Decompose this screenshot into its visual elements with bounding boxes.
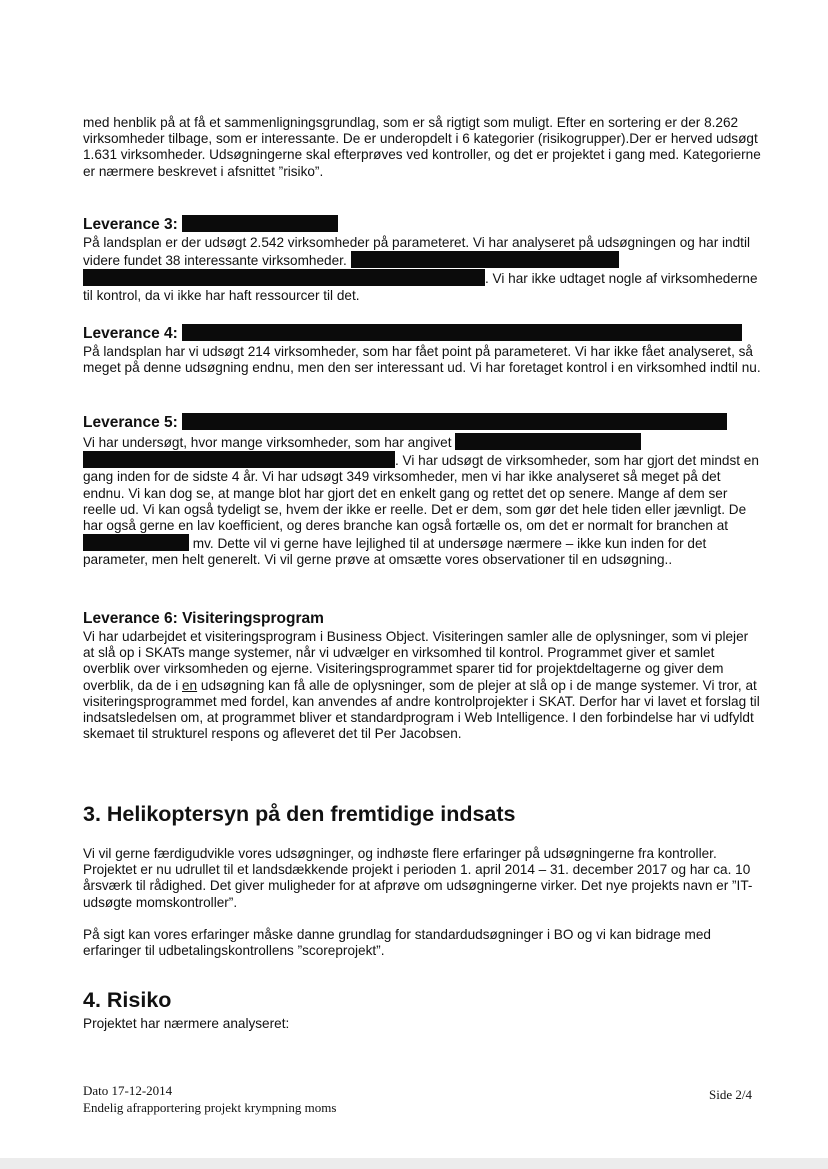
redaction-block: [455, 433, 641, 450]
section-4-paragraph-1: Projektet har nærmere analyseret:: [83, 1016, 290, 1031]
leverance-4-heading: Leverance 4:: [83, 324, 763, 343]
footer-left: [83, 1082, 336, 1116]
scan-edge: [0, 1158, 828, 1169]
intro-block: [83, 115, 763, 180]
leverance-3-heading: Leverance 3:: [83, 215, 763, 234]
redaction-block: [83, 269, 485, 286]
section-4: [83, 987, 763, 1013]
redaction-block: [83, 451, 395, 468]
footer-date: Dato 17-12-2014: [83, 1083, 173, 1098]
redaction-block: [182, 324, 742, 341]
redaction-block: [351, 251, 619, 268]
footer-page-number: Side 2/4: [709, 1087, 752, 1102]
section-4-title: 4. Risiko: [83, 988, 172, 1012]
redaction-block: [182, 215, 338, 232]
leverance-4: [83, 324, 763, 376]
leverance-3: [83, 215, 763, 304]
leverance-5-heading: Leverance 5:: [83, 413, 763, 432]
leverance-6: [83, 610, 763, 742]
leverance-5: [83, 413, 763, 569]
section-3-paragraph-2: På sigt kan vores erfaringer måske danne grundlag for standardudsøgninger i BO og vi kan bidrage med erfaringer til udbetalingskontrollens ”scoreprojekt”.: [83, 926, 711, 959]
section-3-title: 3. Helikoptersyn på den fremtidige indsats: [83, 802, 516, 826]
section-3-body: [83, 846, 763, 959]
leverance-6-text: Vi har udarbejdet et visiteringsprogram i Business Object. Visiteringen samler alle de oplysninger, som vi plejer at slå op i SKATs mange systemer, når vi udvælger en virksomhed til kontrol. Programmet giver et samlet overblik over virksomheden og ejerne. Visiteringsprogrammet sparer tid for projektdeltagerne og giver dem overblik, da de i en udsøgning kan få alle de oplysninger, som de plejer at slå op i de mange systemer. Vi tror, at visiteringsprogrammet med fordel, kan anvendes af andre kontrolprojekter i SKAT. Derfor har vi lavet et forslag til indsatsledelsen om, at programmet bliver et standardprogram i Web Intelligence. I den forbindelse har vi udfyldt skemaet til strukturel respons og afleveret det til Per Jacobsen.: [83, 629, 760, 742]
section-3: [83, 801, 763, 827]
redaction-block: [83, 534, 189, 551]
section-4-body: [83, 1016, 763, 1032]
leverance-4-text: På landsplan har vi udsøgt 214 virksomheder, som har fået point på parameteret. Vi har ikke fået analyseret, så meget på denne udsøgning endnu, men den ser interessant ud. Vi har foretaget kontrol i en virksomhed indtil nu.: [83, 344, 761, 376]
leverance-5-text: Vi har undersøgt, hvor mange virksomheder, som har angivet . Vi har udsøgt de virksomheder, som har gjort det mindst en gang inden for de sidste 4 år. Vi har udsøgt 349 virksomheder, men vi har ikke analyseret så meget på det endnu. Vi kan dog se, at mange blot har gjort det en enkelt gang og rettet det op senere. Mange af dem ser reelle ud. Vi kan også tydeligt se, hvem der ikke er reelle. Det er dem, som gør det hele tiden eller jævnligt. De har også gerne en lav koefficient, og deres branche kan også fortælle os, om det er normalt for branchen at mv. Dette vil vi gerne have lejlighed til at undersøge nærmere – ikke kun inden for det parameter, men helt generelt. Vi vil gerne prøve at omsætte vores observationer til en udsøgning..: [83, 435, 759, 568]
leverance-3-text: På landsplan er der udsøgt 2.542 virksomheder på parameteret. Vi har analyseret på udsøgningen og har indtil videre fundet 38 interessante virksomheder. . Vi har ikke udtaget nogle af virksomhederne til kontrol, da vi ikke har haft ressourcer til det.: [83, 235, 758, 303]
intro-paragraph: med henblik på at få et sammenligningsgrundlag, som er så rigtigt som muligt. Efter en sortering er der 8.262 virksomheder tilbage, som er interessante. De er underopdelt i 6 kategorier (risikogrupper).Der er herved udsøgt 1.631 virksomheder. Udsøgningerne skal efterprøves ved kontroller, og det er projektet i gang med. Kategorierne er nærmere beskrevet i afsnittet ”risiko”.: [83, 115, 761, 179]
footer-report-title: Endelig afrapportering projekt krympning moms: [83, 1100, 337, 1115]
leverance-6-heading: Leverance 6: Visiteringsprogram: [83, 610, 324, 627]
section-3-paragraph-1: Vi vil gerne færdigudvikle vores udsøgninger, og indhøste flere erfaringer på udsøgningerne fra kontroller. Projektet er nu udrullet til et landsdækkende projekt i perioden 1. april 2014 – 31. december 2017 og har ca. 10 årsværk til rådighed. Det giver muligheder for at afprøve om udsøgningerne virker. Det nye projekts navn er ”IT-udsøgte momskontroller”.: [83, 846, 753, 910]
redaction-block: [182, 413, 727, 430]
